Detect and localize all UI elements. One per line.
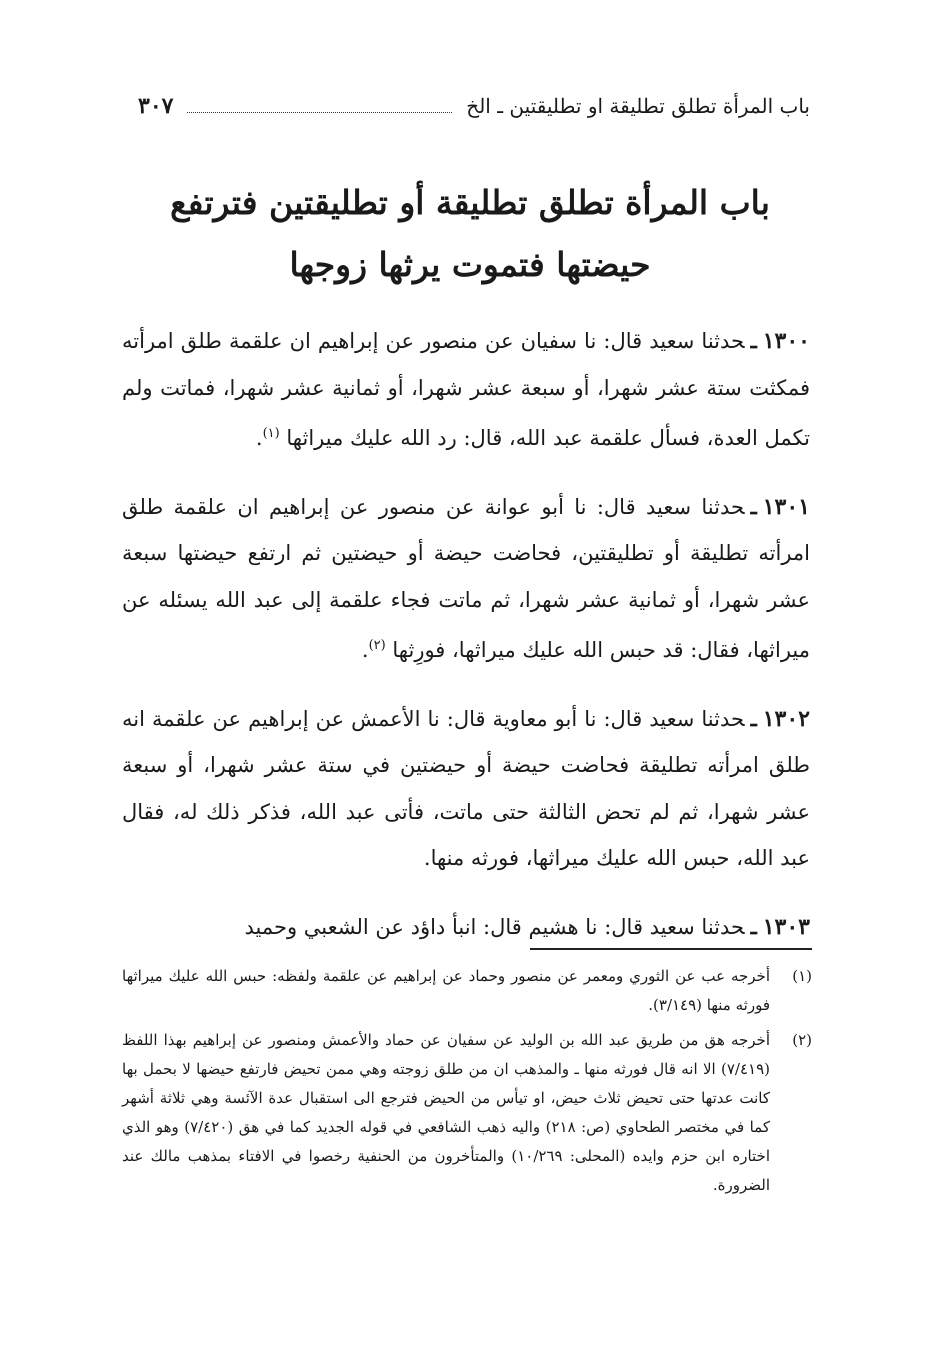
hadith-1300 [122,318,810,462]
hadith-tail: . [361,638,369,662]
hadith-text: حدثنا سعيد قال: نا هشيم قال: انبأ داؤد عن الشعبي وحميد [244,914,745,939]
running-title: باب المرأة تطلق تطليقة او تطليقتين ـ الخ [466,94,810,118]
hadith-text: حدثنا سعيد قال: نا أبو عوانة عن منصور عن إبراهيم ان علقمة طلق امرأته تطليقة أو تطليقتين، فحاضت حيضة أو حيضتين ثم ارتفع حيضتها سبعة عشر شهرا، أو ثمانية عشر شهرا، ثم ماتت فجاء علقمة إلى عبد الله يسئله عن ميراثها، فقال: قد حبس الله عليك ميراثها، فورِثها [122,494,810,662]
hadith-dash: ـ [750,328,757,353]
hadith-dash: ـ [750,913,757,939]
chapter-title-line-2: حيضتها فتموت يرثها زوجها [289,245,651,284]
footnote-separator [530,948,812,950]
running-header [138,88,810,124]
hadith-text: حدثنا سعيد قال: نا سفيان عن منصور عن إبراهيم ان علقمة طلق امرأته فمكثت ستة عشر شهرا، أو سبعة عشر شهرا، أو ثمانية عشر شهرا، فماتت ولم تكمل العدة، فسأل علقمة عبد الله، قال: رد الله عليك ميراثها [122,329,810,450]
page-number: ٣٠٧ [138,93,174,119]
footnote-1 [122,962,812,1020]
footnote-ref-2[interactable]: (٢) [368,638,386,653]
footnote-2 [122,1026,812,1200]
hadith-number: ١٣٠٢ [762,705,810,732]
chapter-title [120,172,820,296]
hadith-number: ١٣٠٠ [762,328,810,354]
footnote-text: أخرجه عب عن الثوري ومعمر عن منصور وحماد عن إبراهيم عن علقمة ولفظه: حبس الله عليك ميراثها فورثه منها (٣/١٤٩). [122,967,770,1014]
footnote-text: أخرجه هق من طريق عبد الله بن الوليد عن سفيان عن حماد والأعمش ومنصور عن إبراهيم بهذا اللفظ (٧/٤١٩) الا انه قال فورثه منها ـ والمذهب ان من طلق زوجته وهي ممن تحيض فارتفع حيضها لا بحمل بها كانت عدتها حتى تحيض ثلاث حيض، او تيأس من الحيض فترجع الى استقبال عدة الآئسة وهي ثلاثة أشهر كما في مختصر الطحاوي (ص: ٢١٨) واليه ذهب الشافعي في قوله الجديد كما في هق (٧/٤٢٠) وهو الذي اختاره ابن حزم وايده (المحلى: ١٠/٢٦٩) والمتأخرون من الحنفية رخصوا في الافتاء بمذهب مالك عند الضرورة. [122,1031,770,1194]
hadith-1302 [122,696,810,882]
hadith-number: ١٣٠١ [762,493,810,520]
hadith-tail: . [255,426,263,450]
hadith-dash: ـ [750,493,757,519]
footnote-ref-1[interactable]: (١) [262,426,280,441]
hadith-1303 [122,904,810,950]
footnotes [122,962,812,1206]
chapter-title-line-1: باب المرأة تطلق تطليقة أو تطليقتين فترتفع [170,183,770,222]
hadith-number: ١٣٠٣ [762,913,810,940]
footnote-marker: (١) [792,967,812,985]
hadith-dash: ـ [750,705,757,731]
footnote-marker: (٢) [792,1031,812,1049]
hadith-1301 [122,484,810,674]
hadith-list [122,318,810,950]
leader-dots [187,112,452,113]
hadith-text: حدثنا سعيد قال: نا أبو معاوية قال: نا الأعمش عن إبراهيم عن علقمة انه طلق امرأته تطليقة فحاضت حيضة أو حيضتين في ستة عشر شهرا، أو سبعة عشر شهرا، ثم لم تحض الثالثة حتى ماتت، فأتى عبد الله، فذكر ذلك له، فقال عبد الله، حبس الله عليك ميراثها، فورثه منها. [122,706,810,870]
